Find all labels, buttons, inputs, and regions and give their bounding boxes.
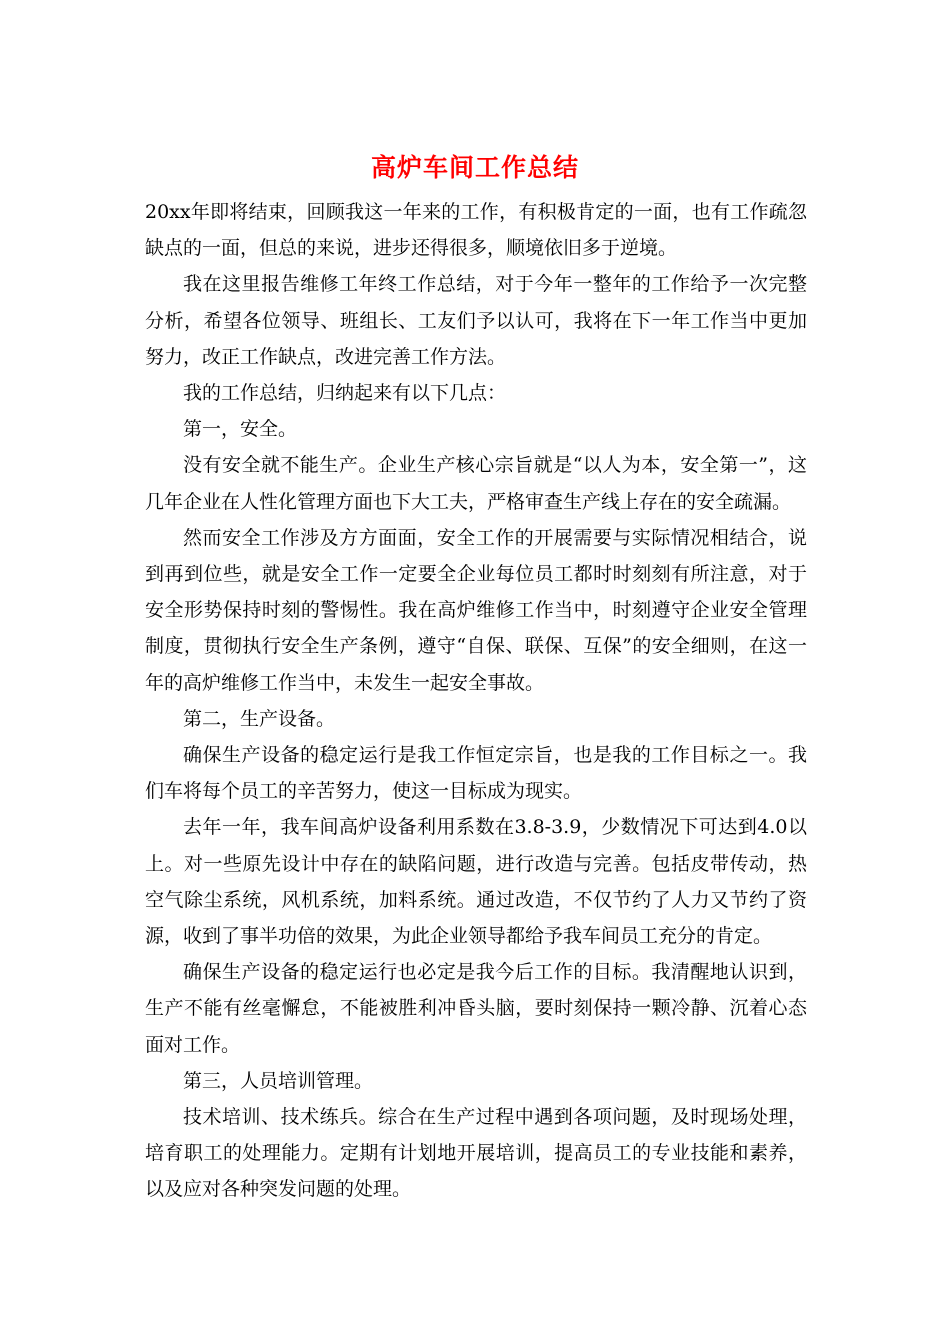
section-heading: 第二，生产设备。: [183, 707, 336, 730]
paragraph: 我的工作总结，归纳起来有以下几点：: [183, 382, 507, 405]
paragraph: 确保生产设备的稳定运行是我工作恒定宗旨，也是我的工作目标之一。我们车将每个员工的辛苦努力，使这一目标成为现实。: [145, 744, 807, 803]
paragraph: 20xx年即将结束，回顾我这一年来的工作，有积极肯定的一面，也有工作疏忽缺点的一面，但总的来说，进步还得很多，顺境依旧多于逆境。: [145, 201, 807, 260]
paragraph: 技术培训、技术练兵。综合在生产过程中遇到各项问题，及时现场处理，培育职工的处理能力。定期有计划地开展培训，提高员工的专业技能和素养，以及应对各种突发问题的处理。: [145, 1106, 807, 1201]
section-heading: 第一，安全。: [183, 418, 298, 441]
paragraph: 然而安全工作涉及方方面面，安全工作的开展需要与实际情况相结合，说到再到位些，就是安全工作一定要全企业每位员工都时时刻刻有所注意，对于安全形势保持时刻的警惕性。我在高炉维修工作当中，时刻遵守企业安全管理制度，贯彻执行安全生产条例，遵守“自保、联保、互保”的安全细则，在这一年的高炉维修工作当中，未发生一起安全事故。: [145, 526, 807, 694]
document-title: 高炉车间工作总结: [370, 153, 579, 182]
paragraph: 确保生产设备的稳定运行也必定是我今后工作的目标。我清醒地认识到，生产不能有丝毫懈怠，不能被胜利冲昏头脑，要时刻保持一颗冷静、沉着心态面对工作。: [145, 961, 807, 1056]
paragraph: 我在这里报告维修工年终工作总结，对于今年一整年的工作给予一次完整分析，希望各位领导、班组长、工友们予以认可，我将在下一年工作当中更加努力，改正工作缺点，改进完善工作方法。: [145, 273, 807, 368]
section-heading: 第三，人员培训管理。: [183, 1069, 374, 1092]
paragraph: 没有安全就不能生产。企业生产核心宗旨就是“以人为本，安全第一”，这几年企业在人性化管理方面也下大工夫，严格审查生产线上存在的安全疏漏。: [145, 454, 807, 513]
document-body: [145, 194, 807, 1208]
paragraph: 去年一年，我车间高炉设备利用系数在3.8-3.9，少数情况下可达到4.0以上。对一些原先设计中存在的缺陷问题，进行改造与完善。包括皮带传动，热空气除尘系统，风机系统，加料系统。通过改造，不仅节约了人力又节约了资源，收到了事半功倍的效果，为此企业领导都给予我车间员工充分的肯定。: [145, 816, 807, 948]
